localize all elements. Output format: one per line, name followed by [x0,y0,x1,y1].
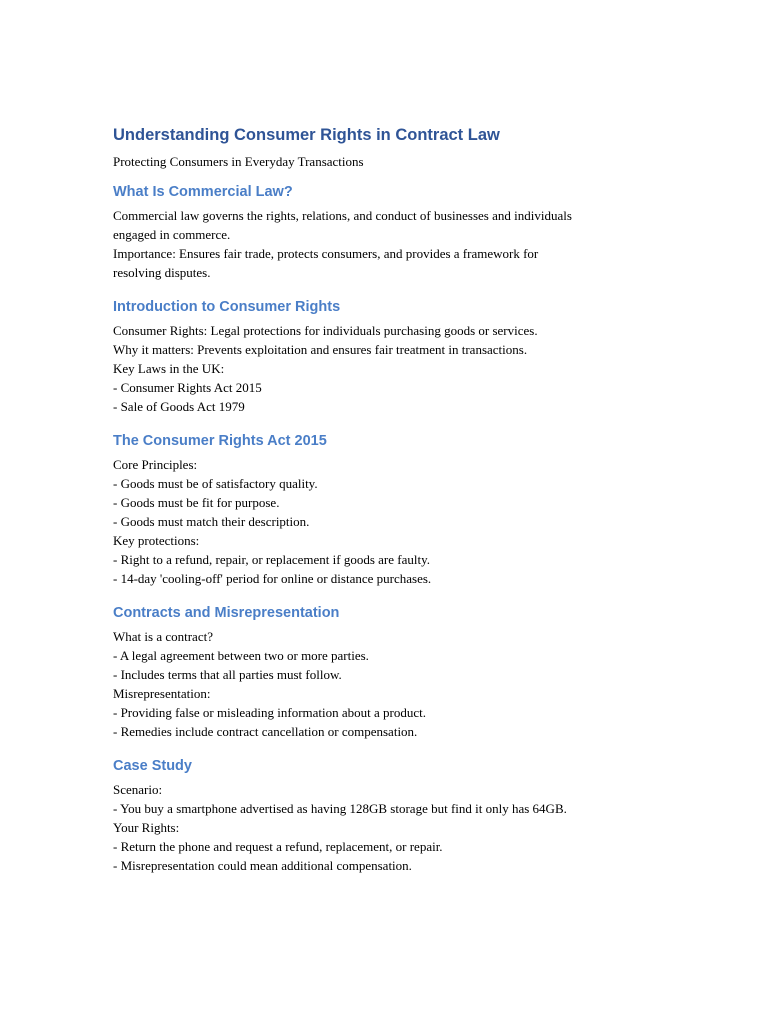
list-item: - Misrepresentation could mean additional compensation. [113,858,412,873]
section-heading: Case Study [113,758,192,774]
list-item: - Includes terms that all parties must follow. [113,667,342,682]
list-item: - Remedies include contract cancellation or compensation. [113,724,418,739]
body-line: Misrepresentation: [113,686,211,701]
list-item: - Goods must be fit for purpose. [113,495,280,510]
document-subtitle: Protecting Consumers in Everyday Transactions [113,154,364,169]
list-item: - You buy a smartphone advertised as having 128GB storage but find it only has 64GB. [113,801,567,816]
body-line: What is a contract? [113,629,213,644]
list-item: - Right to a refund, repair, or replacement if goods are faulty. [113,552,431,567]
body-line: Your Rights: [113,820,180,835]
document-title: Understanding Consumer Rights in Contract Law [113,126,500,144]
section-heading: What Is Commercial Law? [113,184,293,200]
section-heading: Contracts and Misrepresentation [113,605,340,621]
body-line: Why it matters: Prevents exploitation and ensures fair treatment in transactions. [113,342,528,357]
document-page [113,124,653,889]
list-item: - Providing false or misleading information about a product. [113,705,427,720]
body-line: resolving disputes. [113,265,211,280]
section-case-study [113,755,653,875]
body-line: Consumer Rights: Legal protections for individuals purchasing goods or services. [113,323,538,338]
section-heading: The Consumer Rights Act 2015 [113,433,327,449]
section-contracts-misrepresentation [113,602,653,741]
section-consumer-rights-intro [113,296,653,416]
list-item: - Consumer Rights Act 2015 [113,380,262,395]
body-line: Importance: Ensures fair trade, protects consumers, and provides a framework for [113,246,539,261]
section-consumer-rights-act [113,430,653,588]
list-item: - Return the phone and request a refund, replacement, or repair. [113,839,443,854]
body-line: Core Principles: [113,457,198,472]
list-item: - 14-day 'cooling-off' period for online or distance purchases. [113,571,432,586]
body-line: Commercial law governs the rights, relations, and conduct of businesses and individuals [113,208,572,223]
list-item: - Sale of Goods Act 1979 [113,399,245,414]
section-commercial-law [113,181,653,282]
body-line: engaged in commerce. [113,227,231,242]
list-item: - A legal agreement between two or more parties. [113,648,369,663]
body-line: Scenario: [113,782,163,797]
body-line: Key Laws in the UK: [113,361,225,376]
section-heading: Introduction to Consumer Rights [113,299,341,315]
list-item: - Goods must match their description. [113,514,310,529]
list-item: - Goods must be of satisfactory quality. [113,476,318,491]
body-line: Key protections: [113,533,200,548]
